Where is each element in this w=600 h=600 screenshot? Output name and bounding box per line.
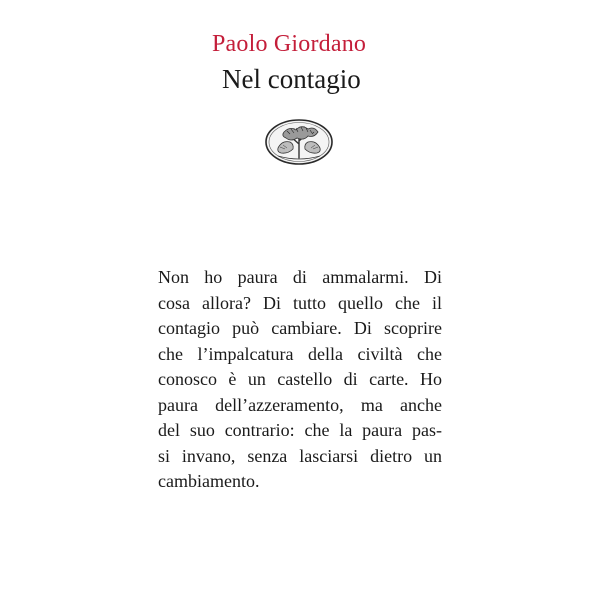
blurb-line: Non ho paura di ammalarmi. Di bbox=[158, 267, 442, 287]
blurb-text bbox=[158, 265, 442, 495]
blurb-line: contagio può cambiare. Di scoprire bbox=[158, 318, 442, 338]
blurb-line: del suo contrario: che la paura pas- bbox=[158, 420, 442, 440]
author-name: Paolo Giordano bbox=[212, 31, 367, 57]
blurb-line: si invano, senza lasciarsi dietro un bbox=[158, 445, 442, 466]
blurb-line: paura dell’azzeramento, ma anche bbox=[158, 394, 442, 415]
publisher-emblem-icon bbox=[264, 118, 334, 166]
blurb-line: che l’impalcatura della civiltà che bbox=[158, 343, 442, 364]
blurb-line: cosa allora? Di tutto quello che il bbox=[158, 292, 442, 313]
blurb-line: conosco è un castello di carte. Ho bbox=[158, 369, 442, 389]
blurb-line: cambiamento. bbox=[158, 471, 260, 491]
book-title: Nel contagio bbox=[222, 64, 361, 94]
